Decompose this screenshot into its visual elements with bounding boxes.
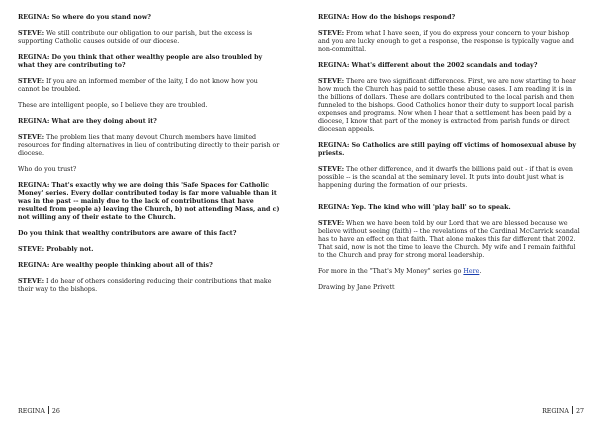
body-paragraph: Drawing by Jane Privett (318, 284, 395, 291)
question-paragraph: REGINA: What are they doing about it? (18, 118, 157, 125)
answer-text: There are two significant differences. First, we are now starting to hear how much the Church has paid to settle these abuse cases. I am reading it is in the billions of dollars. These are dollars contributed to the local parish and then funneled to the bishops. Good Catholics honor their duty to support local parish expenses and programs. Now when I hear that a settlement has been paid by a diocese, I know that part of the money is extracted from parish funds or direct diocesan appeals. (318, 78, 576, 133)
answer-paragraph (318, 30, 580, 54)
folio-label: REGINA (18, 408, 45, 415)
question-paragraph: REGINA: Are wealthy people thinking about all of this? (18, 262, 213, 269)
question-paragraph: REGINA: How do the bishops respond? (318, 14, 456, 21)
question-paragraph: REGINA: Do you think that other wealthy people are also troubled by what they are contributing to? (18, 54, 263, 69)
answer-text: The problem lies that many devout Church members have limited resources for finding alternatives in lieu of contributing directly to their parish or diocese. (18, 134, 280, 157)
answer-paragraph (318, 220, 580, 260)
answer-paragraph (318, 78, 580, 134)
answer-text: I do hear of others considering reducing their contributions that make their way to the bishops. (18, 278, 272, 293)
question-paragraph: REGINA: That's exactly why we are doing this 'Safe Spaces for Catholic Money' series. Every dollar contributed today is far more valuable than it was in the past -- mainly due to the lack of contributions that have resulted from people a) leaving the Church, b) not attending Mass, and c) not willing any of their estate to the Church. (18, 182, 280, 221)
folio-label: REGINA (542, 408, 569, 415)
here-link[interactable]: Here (463, 268, 480, 275)
left-folio (18, 406, 60, 416)
answer-text: We still contribute our obligation to our parish, but the excess is supporting Catholic causes outside of our diocese. (18, 30, 253, 45)
speaker-label: STEVE: (18, 278, 45, 285)
body-paragraph: These are intelligent people, so I believe they are troubled. (18, 102, 208, 109)
speaker-label: STEVE: (318, 166, 345, 173)
question-paragraph: Do you think that wealthy contributors are aware of this fact? (18, 230, 237, 237)
series-link-lead: For more in the "That's My Money" series go (318, 268, 464, 275)
speaker-label: STEVE: (18, 30, 45, 37)
answer-text: The other difference, and it dwarfs the billions paid out - if that is even possible -- is the scandal at the seminary level. It puts into doubt just what is happening during the formation of our priests. (318, 166, 573, 189)
question-paragraph: STEVE: Probably not. (18, 246, 94, 253)
question-paragraph: REGINA: So where do you stand now? (18, 14, 151, 21)
question-paragraph: REGINA: What's different about the 2002 scandals and today? (318, 62, 538, 69)
folio-divider (48, 406, 49, 414)
speaker-label: STEVE: (18, 134, 45, 141)
speaker-label: STEVE: (318, 30, 345, 37)
speaker-label: STEVE: (18, 78, 45, 85)
answer-paragraph (18, 134, 280, 158)
question-paragraph: REGINA: Yep. The kind who will 'play ball' so to speak. (318, 204, 511, 211)
answer-paragraph (318, 166, 580, 190)
right-page-text (318, 14, 580, 300)
speaker-label: STEVE: (318, 220, 345, 227)
folio-divider (572, 406, 573, 414)
answer-text: From what I have seen, if you do express your concern to your bishop and you are lucky enough to get a response, the response is typically vague and non-committal. (318, 30, 574, 53)
right-folio (542, 406, 584, 416)
page-number: 26 (51, 408, 60, 415)
answer-paragraph (18, 278, 280, 294)
answer-paragraph (18, 30, 280, 46)
page-number: 27 (575, 408, 584, 415)
answer-text: If you are an informed member of the laity, I do not know how you cannot be troubled. (18, 78, 258, 93)
series-link-paragraph (318, 268, 580, 276)
question-paragraph: REGINA: So Catholics are still paying off victims of homosexual abuse by priests. (318, 142, 577, 157)
right-page (300, 0, 600, 424)
answer-paragraph (18, 78, 280, 94)
speaker-label: STEVE: (318, 78, 345, 85)
series-link-tail: . (479, 268, 482, 275)
left-page-text (18, 14, 280, 302)
answer-text: When we have been told by our Lord that we are blessed because we believe without seeing (faith) -- the revelations of the Cardinal McCarrick scandal has to have an effect on that faith. That alone makes this far different that 2002. That said, now is not the time to leave the Church. My wife and I remain faithful to the Church and pray for strong moral leadership. (318, 220, 580, 259)
body-paragraph: Who do you trust? (18, 166, 77, 173)
